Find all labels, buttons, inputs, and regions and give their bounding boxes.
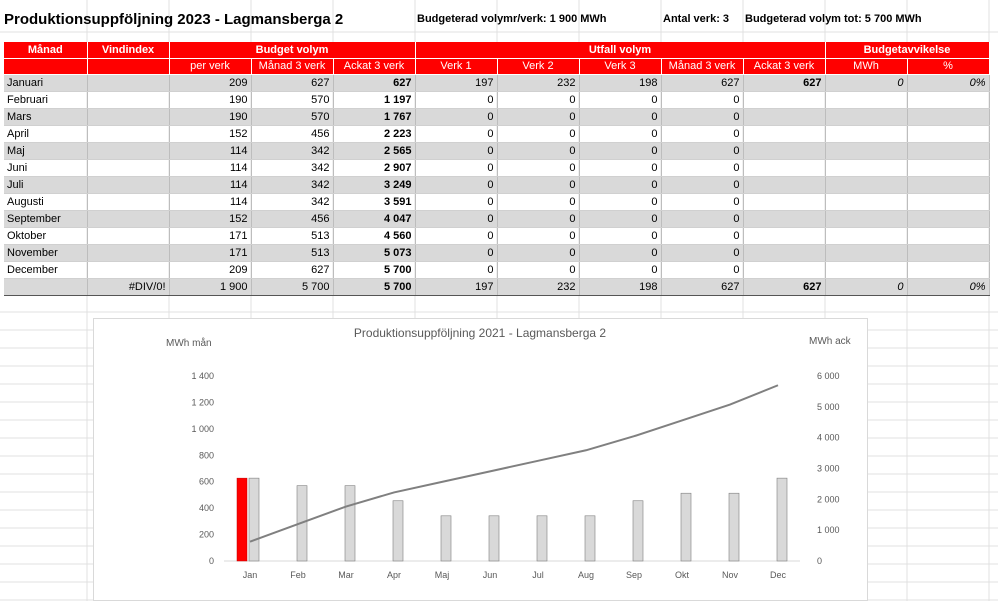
utfall-manad-3-verk-cell[interactable]: 0 [661, 176, 743, 193]
x-tick-label: Feb [290, 570, 306, 580]
verk-1-cell[interactable]: 0 [415, 125, 497, 142]
y2-tick-label: 5 000 [817, 401, 840, 412]
budget-per-verk-cell[interactable]: 209 [169, 74, 251, 91]
month-cell[interactable]: November [4, 244, 87, 261]
budget-manad-3-verk-cell[interactable]: 342 [251, 176, 333, 193]
utfall-ackat-3-verk-cell[interactable] [743, 108, 825, 125]
avvikelse-pct-cell[interactable] [907, 91, 989, 108]
y-axis-title: MWh mån [166, 338, 212, 349]
month-cell[interactable]: September [4, 210, 87, 227]
x-tick-label: Jan [242, 570, 258, 580]
budget-ackat-3-verk-cell[interactable]: 3 591 [333, 193, 415, 210]
verk-3-cell[interactable]: 198 [579, 278, 661, 295]
sub-header-row [4, 58, 989, 74]
table-row [4, 227, 989, 244]
verk-2-cell[interactable]: 0 [497, 125, 579, 142]
utfall-ackat-3-verk-cell[interactable] [743, 193, 825, 210]
sub-header-ackat-3-verk[interactable]: Ackat 3 verk [333, 58, 415, 74]
budget-manad-3-verk-cell[interactable]: 570 [251, 108, 333, 125]
table-row [4, 261, 989, 278]
budget-ackat-3-verk-cell[interactable]: 4 047 [333, 210, 415, 227]
sub-header-verk-1[interactable]: Verk 1 [415, 58, 497, 74]
header-budget-volym[interactable]: Budget volym [169, 42, 415, 58]
budget-ackat-3-verk-cell[interactable]: 3 249 [333, 176, 415, 193]
avvikelse-mwh-cell[interactable] [825, 244, 907, 261]
utfall-ackat-3-verk-cell[interactable] [743, 142, 825, 159]
table-row [4, 74, 989, 91]
budget-ackat-3-verk-cell[interactable]: 5 700 [333, 261, 415, 278]
utfall-manad-3-verk-cell[interactable]: 0 [661, 227, 743, 244]
budget-manad-3-verk-cell[interactable]: 456 [251, 125, 333, 142]
bar-budget [585, 516, 595, 561]
utfall-ackat-3-verk-cell[interactable] [743, 261, 825, 278]
antal-verk-info: Antal verk: 3 [663, 13, 730, 25]
verk-2-cell[interactable]: 0 [497, 227, 579, 244]
budget-manad-3-verk-cell[interactable]: 513 [251, 227, 333, 244]
utfall-ackat-3-verk-cell[interactable]: 627 [743, 74, 825, 91]
budget-per-verk-cell[interactable]: 209 [169, 261, 251, 278]
avvikelse-pct-cell[interactable]: 0% [907, 278, 989, 295]
y2-axis-title: MWh ack [809, 336, 851, 347]
avvikelse-pct-cell[interactable] [907, 244, 989, 261]
budget-per-verk-cell[interactable]: 152 [169, 125, 251, 142]
budget-ackat-3-verk-cell[interactable]: 1 767 [333, 108, 415, 125]
header-manad[interactable]: Månad [4, 42, 87, 58]
avvikelse-mwh-cell[interactable] [825, 261, 907, 278]
verk-2-cell[interactable]: 232 [497, 278, 579, 295]
verk-3-cell[interactable]: 0 [579, 193, 661, 210]
bar-budget [681, 493, 691, 561]
x-tick-label: Jul [532, 570, 544, 580]
sub-header-empty[interactable] [4, 58, 87, 74]
line-cumulative-budget [250, 385, 778, 541]
bar-budget [633, 501, 643, 561]
avvikelse-mwh-cell[interactable] [825, 210, 907, 227]
verk-2-cell[interactable]: 0 [497, 142, 579, 159]
bar-actual [237, 478, 247, 561]
verk-3-cell[interactable]: 0 [579, 210, 661, 227]
utfall-ackat-3-verk-cell[interactable] [743, 210, 825, 227]
avvikelse-mwh-cell[interactable] [825, 125, 907, 142]
budget-manad-3-verk-cell[interactable]: 513 [251, 244, 333, 261]
bar-budget [345, 486, 355, 561]
x-tick-label: Maj [434, 570, 450, 580]
budget-manad-3-verk-cell[interactable]: 456 [251, 210, 333, 227]
group-header-row [4, 42, 989, 58]
header-vindindex[interactable]: Vindindex [87, 42, 169, 58]
utfall-ackat-3-verk-cell[interactable] [743, 227, 825, 244]
chart-container[interactable] [93, 318, 868, 601]
budget-ackat-3-verk-cell[interactable]: 2 907 [333, 159, 415, 176]
budget-per-verk-cell[interactable]: 114 [169, 193, 251, 210]
y2-tick-label: 2 000 [817, 494, 840, 505]
vindindex-cell[interactable] [87, 142, 169, 159]
avvikelse-mwh-cell[interactable]: 0 [825, 74, 907, 91]
sub-header-manad-3-verk[interactable]: Månad 3 verk [251, 58, 333, 74]
x-tick-label: Aug [577, 570, 595, 580]
utfall-manad-3-verk-cell[interactable]: 0 [661, 210, 743, 227]
utfall-manad-3-verk-cell[interactable]: 0 [661, 261, 743, 278]
vindindex-cell[interactable] [87, 244, 169, 261]
avvikelse-pct-cell[interactable] [907, 142, 989, 159]
sub-header-per-verk[interactable]: per verk [169, 58, 251, 74]
production-table [4, 42, 990, 296]
vindindex-cell[interactable] [87, 193, 169, 210]
vindindex-cell[interactable] [87, 74, 169, 91]
utfall-ackat-3-verk-cell[interactable] [743, 125, 825, 142]
budget-per-verk-cell[interactable]: 114 [169, 176, 251, 193]
y-tick-label: 800 [198, 450, 214, 461]
bar-budget [393, 501, 403, 561]
utfall-ackat-3-verk-cell[interactable] [743, 176, 825, 193]
vindindex-cell[interactable] [87, 108, 169, 125]
avvikelse-mwh-cell[interactable] [825, 142, 907, 159]
month-cell[interactable]: April [4, 125, 87, 142]
verk-1-cell[interactable]: 0 [415, 176, 497, 193]
month-cell[interactable]: Januari [4, 74, 87, 91]
verk-3-cell[interactable]: 0 [579, 108, 661, 125]
verk-1-cell[interactable]: 0 [415, 91, 497, 108]
utfall-manad-3-verk-cell[interactable]: 627 [661, 74, 743, 91]
budget-ackat-3-verk-cell[interactable]: 5 700 [333, 278, 415, 295]
verk-2-cell[interactable]: 0 [497, 244, 579, 261]
budget-manad-3-verk-cell[interactable]: 342 [251, 142, 333, 159]
budget-manad-3-verk-cell[interactable]: 342 [251, 193, 333, 210]
budget-manad-3-verk-cell[interactable]: 342 [251, 159, 333, 176]
avvikelse-pct-cell[interactable] [907, 176, 989, 193]
budget-per-verk-cell[interactable]: 171 [169, 244, 251, 261]
sheet-title: Produktionsuppföljning 2023 - Lagmansberga 2 [4, 10, 344, 28]
vindindex-cell[interactable] [87, 176, 169, 193]
budget-ackat-3-verk-cell[interactable]: 2 565 [333, 142, 415, 159]
avvikelse-pct-cell[interactable] [907, 210, 989, 227]
verk-3-cell[interactable]: 0 [579, 227, 661, 244]
avvikelse-pct-cell[interactable] [907, 125, 989, 142]
budget-per-verk-cell[interactable]: 190 [169, 108, 251, 125]
budget-per-verk-cell[interactable]: 114 [169, 159, 251, 176]
month-cell[interactable] [4, 278, 87, 295]
vindindex-cell[interactable] [87, 261, 169, 278]
x-tick-label: Jun [482, 570, 498, 580]
verk-3-cell[interactable]: 0 [579, 176, 661, 193]
x-tick-label: Nov [721, 570, 739, 580]
sub-header-pct[interactable]: % [907, 58, 989, 74]
verk-3-cell[interactable]: 198 [579, 74, 661, 91]
month-cell[interactable]: December [4, 261, 87, 278]
utfall-manad-3-verk-cell[interactable]: 0 [661, 142, 743, 159]
verk-2-cell[interactable]: 0 [497, 159, 579, 176]
budget-manad-3-verk-cell[interactable]: 627 [251, 261, 333, 278]
utfall-manad-3-verk-cell[interactable]: 0 [661, 108, 743, 125]
utfall-manad-3-verk-cell[interactable]: 0 [661, 125, 743, 142]
utfall-ackat-3-verk-cell[interactable] [743, 159, 825, 176]
y-tick-label: 400 [198, 503, 214, 514]
month-cell[interactable]: Augusti [4, 193, 87, 210]
budget-per-verk-cell[interactable]: 152 [169, 210, 251, 227]
y2-tick-label: 1 000 [817, 525, 840, 536]
table-row [4, 108, 989, 125]
table-row [4, 210, 989, 227]
verk-2-cell[interactable]: 0 [497, 210, 579, 227]
header-utfall-volym[interactable]: Utfall volym [415, 42, 825, 58]
verk-2-cell[interactable]: 0 [497, 108, 579, 125]
budget-per-verk-cell[interactable]: 171 [169, 227, 251, 244]
production-chart [94, 319, 867, 600]
y-tick-label: 200 [198, 529, 214, 540]
y-tick-label: 1 000 [191, 423, 214, 434]
vindindex-cell[interactable]: #DIV/0! [87, 278, 169, 295]
verk-1-cell[interactable]: 197 [415, 278, 497, 295]
budget-per-verk-cell[interactable]: 114 [169, 142, 251, 159]
x-tick-label: Dec [769, 570, 787, 580]
budget-manad-3-verk-cell[interactable]: 5 700 [251, 278, 333, 295]
vindindex-cell[interactable] [87, 227, 169, 244]
verk-1-cell[interactable]: 197 [415, 74, 497, 91]
bar-budget [489, 516, 499, 561]
month-cell[interactable]: Juli [4, 176, 87, 193]
x-tick-label: Apr [386, 570, 402, 580]
sub-header-verk-3[interactable]: Verk 3 [579, 58, 661, 74]
avvikelse-pct-cell[interactable] [907, 193, 989, 210]
budget-ackat-3-verk-cell[interactable]: 1 197 [333, 91, 415, 108]
avvikelse-pct-cell[interactable] [907, 261, 989, 278]
utfall-ackat-3-verk-cell[interactable] [743, 244, 825, 261]
verk-3-cell[interactable]: 0 [579, 91, 661, 108]
avvikelse-pct-cell[interactable] [907, 159, 989, 176]
budget-per-verk-info: Budgeterad volymr/verk: 1 900 MWh [417, 13, 607, 25]
avvikelse-mwh-cell[interactable] [825, 176, 907, 193]
verk-2-cell[interactable]: 0 [497, 261, 579, 278]
utfall-manad-3-verk-cell[interactable]: 0 [661, 91, 743, 108]
bar-budget [777, 478, 787, 561]
y2-tick-label: 0 [817, 556, 823, 566]
verk-1-cell[interactable]: 0 [415, 159, 497, 176]
bar-budget [441, 516, 451, 561]
y2-tick-label: 6 000 [817, 371, 840, 381]
verk-1-cell[interactable]: 0 [415, 261, 497, 278]
verk-1-cell[interactable]: 0 [415, 244, 497, 261]
verk-2-cell[interactable]: 232 [497, 74, 579, 91]
verk-1-cell[interactable]: 0 [415, 142, 497, 159]
avvikelse-pct-cell[interactable] [907, 227, 989, 244]
budget-total-info: Budgeterad volym tot: 5 700 MWh [745, 13, 922, 25]
table-row [4, 91, 989, 108]
month-cell[interactable]: Mars [4, 108, 87, 125]
month-cell[interactable]: Oktober [4, 227, 87, 244]
header-budgetavvikelse[interactable]: Budgetavvikelse [825, 42, 989, 58]
vindindex-cell[interactable] [87, 159, 169, 176]
verk-3-cell[interactable]: 0 [579, 244, 661, 261]
avvikelse-pct-cell[interactable] [907, 108, 989, 125]
avvikelse-mwh-cell[interactable] [825, 227, 907, 244]
avvikelse-mwh-cell[interactable] [825, 159, 907, 176]
utfall-manad-3-verk-cell[interactable]: 0 [661, 244, 743, 261]
vindindex-cell[interactable] [87, 210, 169, 227]
verk-3-cell[interactable]: 0 [579, 142, 661, 159]
budget-ackat-3-verk-cell[interactable]: 627 [333, 74, 415, 91]
budget-ackat-3-verk-cell[interactable]: 5 073 [333, 244, 415, 261]
verk-1-cell[interactable]: 0 [415, 193, 497, 210]
utfall-manad-3-verk-cell[interactable]: 0 [661, 159, 743, 176]
budget-ackat-3-verk-cell[interactable]: 4 560 [333, 227, 415, 244]
y-tick-label: 0 [208, 556, 214, 566]
avvikelse-mwh-cell[interactable] [825, 108, 907, 125]
totals-row [4, 278, 989, 295]
sub-header-utfall-manad-3-verk[interactable]: Månad 3 verk [661, 58, 743, 74]
x-tick-label: Sep [625, 570, 643, 580]
bar-budget [537, 516, 547, 561]
sub-header-mwh[interactable]: MWh [825, 58, 907, 74]
verk-1-cell[interactable]: 0 [415, 108, 497, 125]
utfall-ackat-3-verk-cell[interactable] [743, 91, 825, 108]
vindindex-cell[interactable] [87, 125, 169, 142]
sub-header-utfall-ackat-3-verk[interactable]: Ackat 3 verk [743, 58, 825, 74]
avvikelse-mwh-cell[interactable] [825, 193, 907, 210]
verk-2-cell[interactable]: 0 [497, 91, 579, 108]
budget-ackat-3-verk-cell[interactable]: 2 223 [333, 125, 415, 142]
x-tick-label: Mar [338, 570, 354, 580]
sub-header-empty[interactable] [87, 58, 169, 74]
month-cell[interactable]: Juni [4, 159, 87, 176]
verk-2-cell[interactable]: 0 [497, 176, 579, 193]
x-tick-label: Okt [674, 570, 690, 580]
y2-tick-label: 3 000 [817, 463, 840, 474]
avvikelse-pct-cell[interactable]: 0% [907, 74, 989, 91]
avvikelse-mwh-cell[interactable]: 0 [825, 278, 907, 295]
y-tick-label: 1 400 [191, 371, 214, 381]
verk-1-cell[interactable]: 0 [415, 210, 497, 227]
budget-per-verk-cell[interactable]: 190 [169, 91, 251, 108]
utfall-ackat-3-verk-cell[interactable]: 627 [743, 278, 825, 295]
table-row [4, 244, 989, 261]
verk-3-cell[interactable]: 0 [579, 125, 661, 142]
y-tick-label: 600 [198, 476, 214, 487]
avvikelse-mwh-cell[interactable] [825, 91, 907, 108]
verk-3-cell[interactable]: 0 [579, 159, 661, 176]
table-row [4, 176, 989, 193]
utfall-manad-3-verk-cell[interactable]: 627 [661, 278, 743, 295]
month-cell[interactable]: Maj [4, 142, 87, 159]
y-tick-label: 1 200 [191, 397, 214, 408]
month-cell[interactable]: Februari [4, 91, 87, 108]
sub-header-verk-2[interactable]: Verk 2 [497, 58, 579, 74]
verk-3-cell[interactable]: 0 [579, 261, 661, 278]
vindindex-cell[interactable] [87, 91, 169, 108]
utfall-manad-3-verk-cell[interactable]: 0 [661, 193, 743, 210]
bar-budget [249, 478, 259, 561]
table-row [4, 159, 989, 176]
budget-per-verk-cell[interactable]: 1 900 [169, 278, 251, 295]
bar-budget [729, 493, 739, 561]
table-row [4, 142, 989, 159]
table-row [4, 193, 989, 210]
budget-manad-3-verk-cell[interactable]: 627 [251, 74, 333, 91]
chart-title: Produktionsuppföljning 2021 - Lagmansberga 2 [353, 326, 607, 340]
verk-1-cell[interactable]: 0 [415, 227, 497, 244]
budget-manad-3-verk-cell[interactable]: 570 [251, 91, 333, 108]
table-row [4, 125, 989, 142]
y2-tick-label: 4 000 [817, 432, 840, 443]
verk-2-cell[interactable]: 0 [497, 193, 579, 210]
